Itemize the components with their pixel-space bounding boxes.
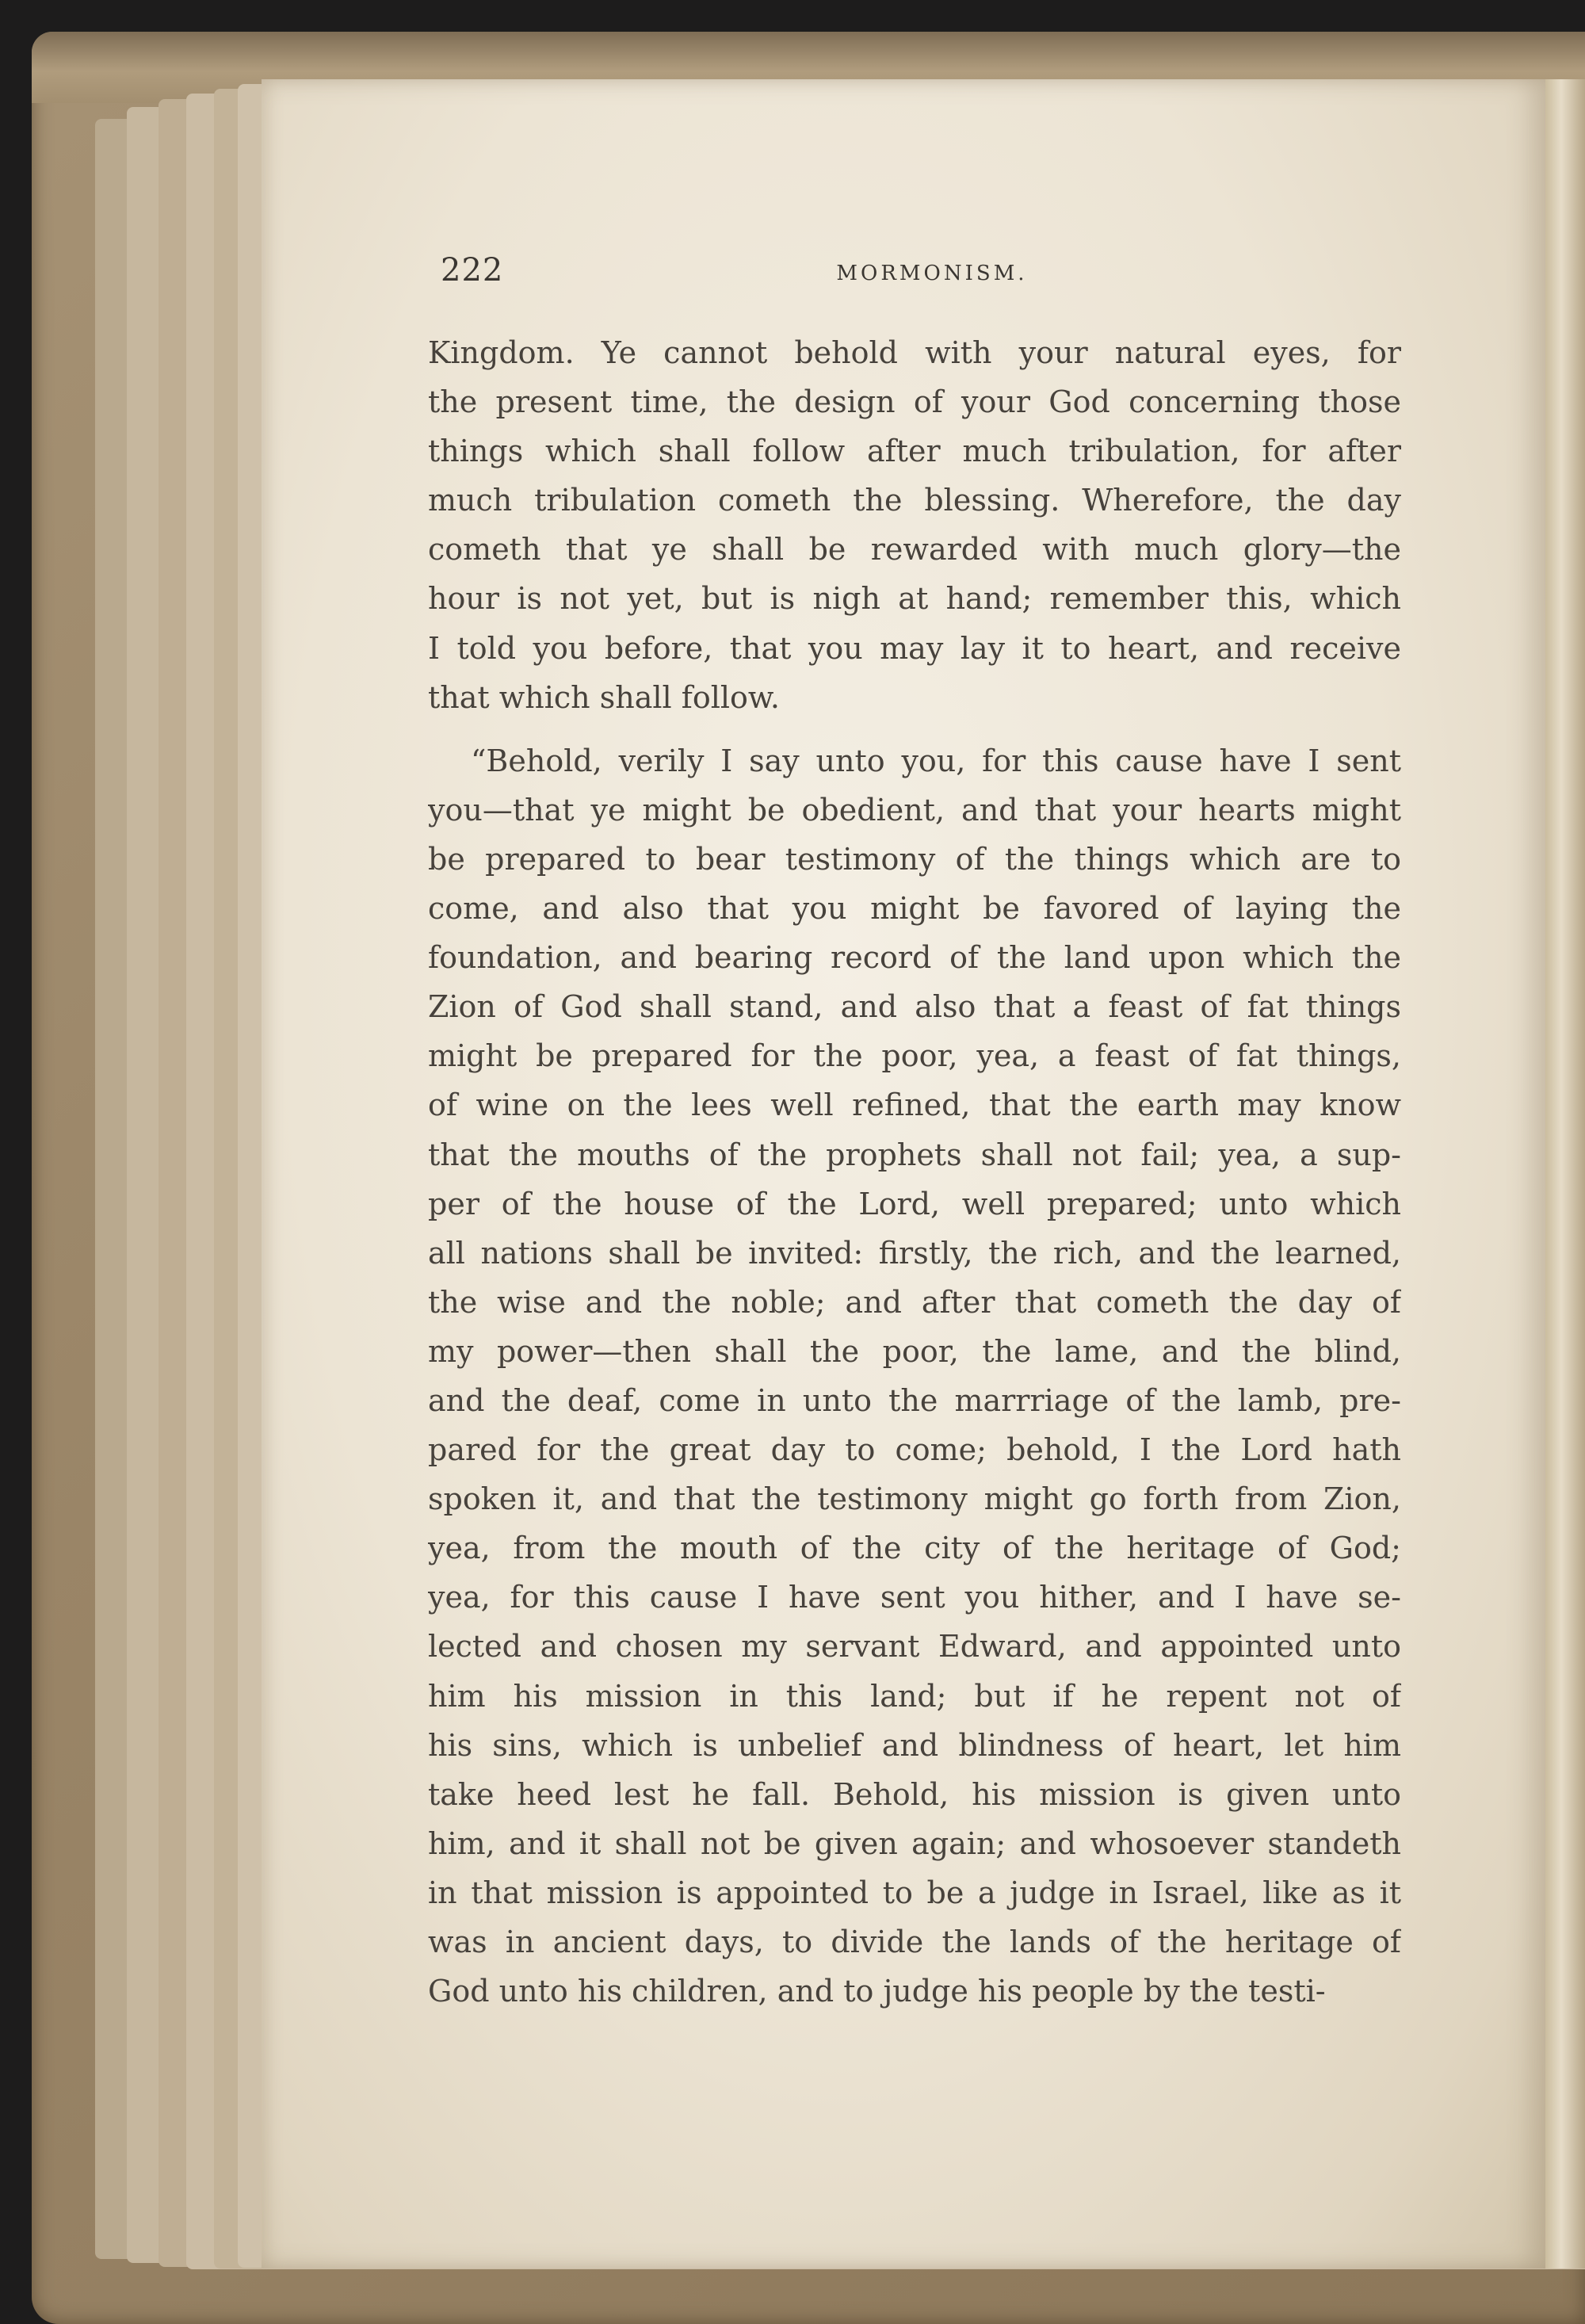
- paragraph-gap: [428, 722, 1401, 736]
- text-line: come, and also that you might be favored of laying the: [428, 891, 1401, 927]
- text-line: that which shall follow.: [428, 679, 780, 715]
- text-line: per of the house of the Lord, well prepared; unto which: [428, 1186, 1401, 1221]
- text-line: hour is not yet, but is nigh at hand; remember this, which: [428, 581, 1401, 617]
- text-line: cometh that ye shall be rewarded with much glory—the: [428, 532, 1401, 568]
- page-header: [441, 252, 1400, 300]
- text-line: that the mouths of the prophets shall not fail; yea, a sup-: [428, 1137, 1401, 1172]
- text-line: you—that ye might be obedient, and that your hearts might: [428, 792, 1401, 828]
- text-line: “Behold, verily I say unto you, for this cause have I sent: [471, 743, 1401, 778]
- text-line: things which shall follow after much tribulation, for after: [428, 434, 1401, 469]
- text-line: him, and it shall not be given again; and whosoever standeth: [428, 1825, 1401, 1861]
- text-line: much tribulation cometh the blessing. Wherefore, the day: [428, 483, 1401, 518]
- text-line: and the deaf, come in unto the marrriage of the lamb, pre-: [428, 1382, 1401, 1418]
- text-line: him his mission in this land; but if he repent not of: [428, 1678, 1401, 1714]
- text-line: spoken it, and that the testimony might go forth from Zion,: [428, 1481, 1401, 1517]
- text-line: yea, for this cause I have sent you hither, and I have se-: [428, 1580, 1401, 1615]
- text-line: in that mission is appointed to be a judge in Israel, like as it: [428, 1875, 1401, 1910]
- text-line: Kingdom. Ye cannot behold with your natural eyes, for: [428, 335, 1401, 370]
- text-line: be prepared to bear testimony of the things which are to: [428, 841, 1401, 877]
- text-line: his sins, which is unbelief and blindness of heart, let him: [428, 1727, 1401, 1763]
- page-number: 222: [441, 252, 504, 289]
- text-line: my power—then shall the poor, the lame, and the blind,: [428, 1333, 1401, 1369]
- text-line: yea, from the mouth of the city of the heritage of God;: [428, 1531, 1401, 1566]
- text-line: Zion of God shall stand, and also that a feast of fat things: [428, 989, 1401, 1025]
- text-line: foundation, and bearing record of the land upon which the: [428, 940, 1401, 976]
- text-line: the wise and the noble; and after that cometh the day of: [428, 1284, 1401, 1320]
- text-line: might be prepared for the poor, yea, a feast of fat things,: [428, 1038, 1401, 1074]
- text-line: was in ancient days, to divide the lands of the heritage of: [428, 1925, 1401, 1959]
- text-line: all nations shall be invited: firstly, the rich, and the learned,: [428, 1235, 1401, 1271]
- page-body-text: [428, 328, 1401, 2016]
- text-line: the present time, the design of your God concerning those: [428, 384, 1401, 420]
- text-line: I told you before, that you may lay it to heart, and receive: [428, 630, 1401, 666]
- text-line: take heed lest he fall. Behold, his mission is given unto: [428, 1776, 1401, 1812]
- running-head: MORMONISM.: [836, 262, 1028, 285]
- paragraph: [428, 736, 1401, 2016]
- text-line: of wine on the lees well refined, that the earth may know: [428, 1087, 1401, 1123]
- text-line: lected and chosen my servant Edward, and appointed unto: [428, 1629, 1401, 1665]
- text-line: God unto his children, and to judge his people by the testi-: [428, 1974, 1326, 2009]
- book-gutter: [1545, 79, 1585, 2269]
- text-line: pared for the great day to come; behold, I the Lord hath: [428, 1432, 1401, 1468]
- paragraph: [428, 328, 1401, 722]
